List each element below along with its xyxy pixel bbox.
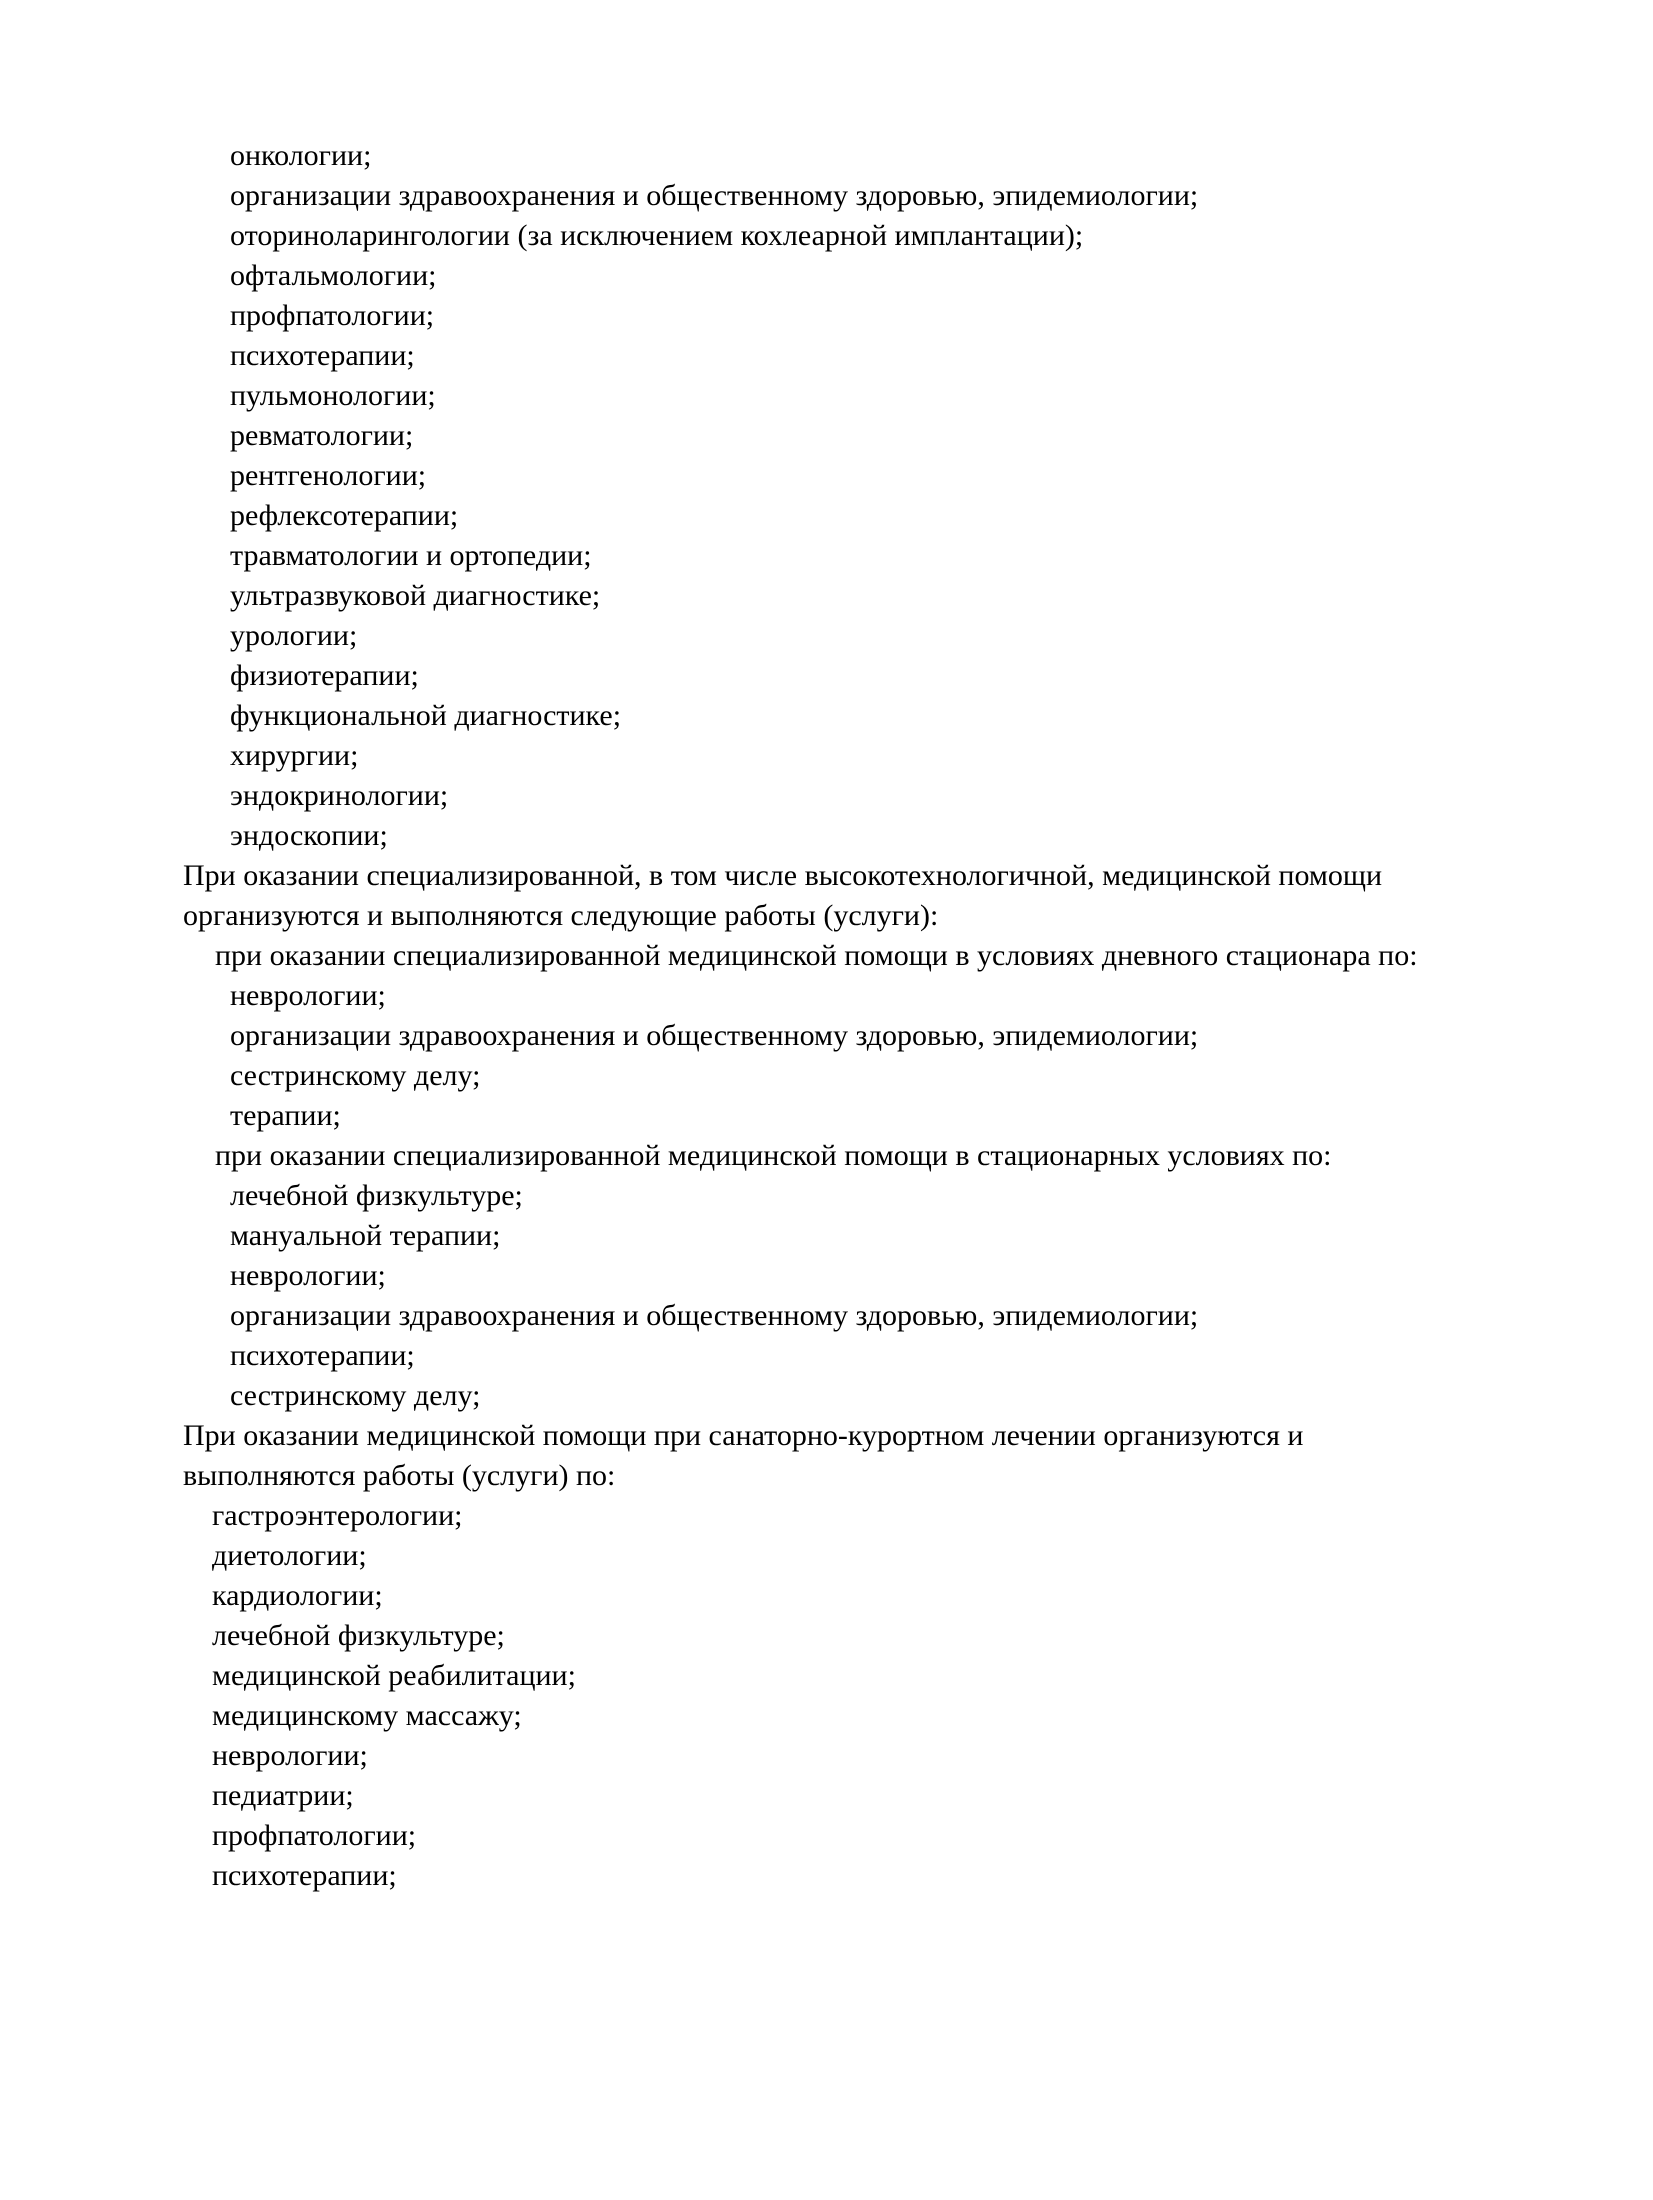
- text-line: психотерапии;: [212, 1859, 397, 1892]
- text-line: медицинскому массажу;: [212, 1699, 522, 1732]
- text-line: травматологии и ортопедии;: [230, 539, 592, 572]
- text-line: рентгенологии;: [230, 459, 427, 492]
- text-line: лечебной физкультуре;: [212, 1619, 505, 1652]
- text-line: при оказании специализированной медицинской помощи в стационарных условиях по:: [215, 1139, 1332, 1172]
- text-line: выполняются работы (услуги) по:: [183, 1459, 616, 1492]
- text-line: эндокринологии;: [230, 779, 449, 812]
- text-line: при оказании специализированной медицинской помощи в условиях дневного стационара по:: [215, 939, 1418, 972]
- text-line: кардиологии;: [212, 1579, 383, 1612]
- text-line: неврологии;: [230, 1259, 386, 1292]
- text-line: неврологии;: [230, 979, 386, 1012]
- document-text: [183, 136, 1418, 1896]
- text-line: лечебной физкультуре;: [230, 1179, 523, 1212]
- text-line: сестринскому делу;: [230, 1379, 481, 1412]
- text-line: онкологии;: [230, 139, 372, 172]
- text-line: При оказании медицинской помощи при санаторно-курортном лечении организуются и: [183, 1419, 1304, 1452]
- text-line: оториноларингологии (за исключением кохлеарной имплантации);: [230, 219, 1084, 252]
- text-line: профпатологии;: [230, 299, 435, 332]
- text-line: ревматологии;: [230, 419, 414, 452]
- text-line: рефлексотерапии;: [230, 499, 459, 532]
- text-line: организуются и выполняются следующие работы (услуги):: [183, 899, 939, 932]
- text-line: функциональной диагностике;: [230, 699, 622, 732]
- text-line: организации здравоохранения и общественному здоровью, эпидемиологии;: [230, 1299, 1199, 1332]
- text-line: гастроэнтерологии;: [212, 1499, 463, 1532]
- text-line: сестринскому делу;: [230, 1059, 481, 1092]
- text-line: неврологии;: [212, 1739, 368, 1772]
- text-line: медицинской реабилитации;: [212, 1659, 576, 1692]
- text-line: эндоскопии;: [230, 819, 388, 852]
- text-line: офтальмологии;: [230, 259, 437, 292]
- text-line: диетологии;: [212, 1539, 367, 1572]
- text-line: организации здравоохранения и общественному здоровью, эпидемиологии;: [230, 1019, 1199, 1052]
- text-line: психотерапии;: [230, 1339, 415, 1372]
- text-line: педиатрии;: [212, 1779, 354, 1812]
- text-line: физиотерапии;: [230, 659, 419, 692]
- text-line: организации здравоохранения и общественному здоровью, эпидемиологии;: [230, 179, 1199, 212]
- text-line: урологии;: [230, 619, 358, 652]
- text-line: При оказании специализированной, в том числе высокотехнологичной, медицинской помощи: [183, 859, 1383, 892]
- text-line: ультразвуковой диагностике;: [230, 579, 601, 612]
- text-line: мануальной терапии;: [230, 1219, 501, 1252]
- text-line: хирургии;: [230, 739, 359, 772]
- text-line: профпатологии;: [212, 1819, 417, 1852]
- text-line: психотерапии;: [230, 339, 415, 372]
- text-line: терапии;: [230, 1099, 341, 1132]
- text-line: пульмонологии;: [230, 379, 436, 412]
